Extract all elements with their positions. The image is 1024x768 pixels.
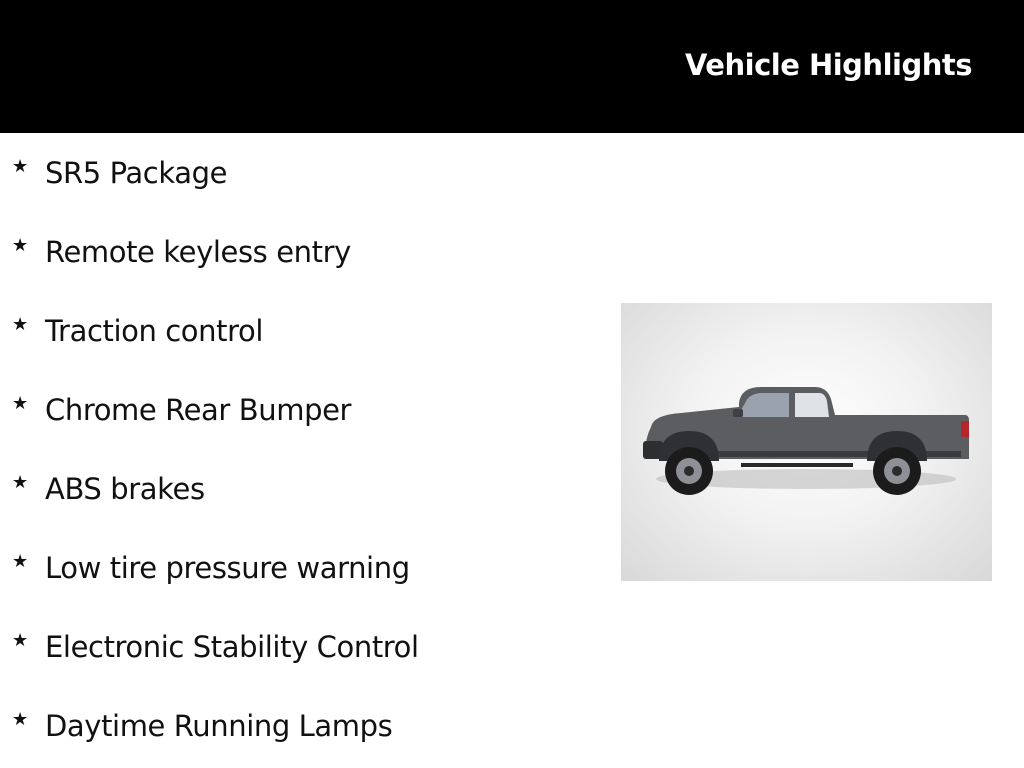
star-icon: ★	[12, 709, 29, 730]
star-icon: ★	[12, 551, 29, 572]
list-item	[12, 706, 392, 746]
list-item	[12, 469, 205, 509]
feature-label: Remote keyless entry	[45, 235, 351, 269]
feature-label: Chrome Rear Bumper	[45, 393, 352, 427]
star-icon: ★	[12, 472, 29, 493]
feature-label: Traction control	[45, 314, 263, 348]
page-title: Vehicle Highlights	[684, 48, 972, 82]
star-icon: ★	[12, 235, 29, 256]
truck-image	[621, 303, 992, 581]
list-item	[12, 311, 263, 351]
feature-label: Low tire pressure warning	[45, 551, 410, 585]
vehicle-photo	[621, 303, 992, 581]
star-icon: ★	[12, 156, 29, 177]
star-icon: ★	[12, 393, 29, 414]
list-item	[12, 627, 419, 667]
feature-label: Daytime Running Lamps	[45, 709, 393, 743]
list-item	[12, 390, 351, 430]
list-item	[12, 232, 351, 272]
feature-label: ABS brakes	[45, 472, 205, 506]
star-icon: ★	[12, 314, 29, 335]
list-item	[12, 153, 227, 193]
star-icon: ★	[12, 630, 29, 651]
list-item	[12, 548, 410, 588]
header-bar	[0, 0, 1024, 133]
feature-label: Electronic Stability Control	[45, 630, 419, 664]
feature-label: SR5 Package	[45, 156, 228, 190]
